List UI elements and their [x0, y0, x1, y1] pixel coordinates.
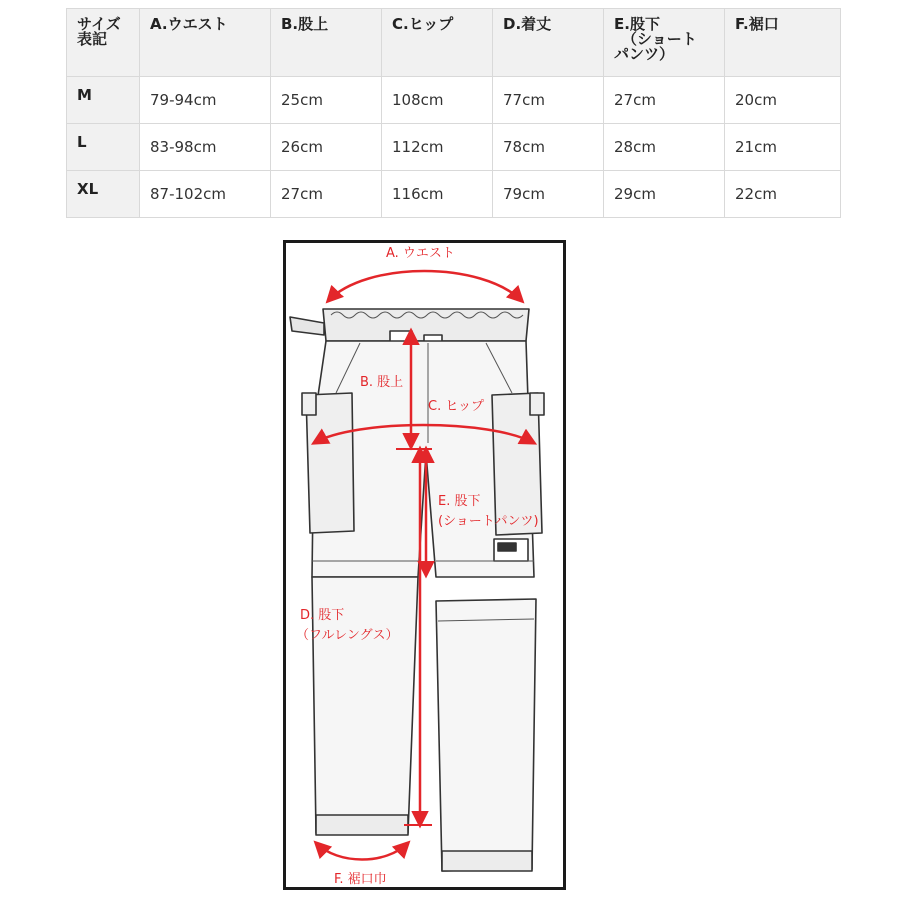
- size-cell: L: [67, 124, 140, 171]
- header-line: D.着丈: [503, 15, 552, 33]
- waist-arc: [328, 271, 522, 301]
- short-inseam-sublabel: (ショートパンツ): [438, 514, 539, 529]
- full-inseam-sublabel: （フルレングス）: [296, 628, 399, 643]
- header-line: E.股下: [614, 15, 660, 33]
- value-cell: 79-94cm: [140, 77, 271, 124]
- column-header-rise: [271, 9, 382, 77]
- value-cell: 79cm: [493, 171, 604, 218]
- value-cell: 27cm: [604, 77, 725, 124]
- rise-label: B. 股上: [360, 375, 404, 390]
- header-line: サイズ: [77, 15, 121, 33]
- value-cell: 108cm: [382, 77, 493, 124]
- header-line: （ショート: [622, 30, 697, 48]
- hip-label: C. ヒップ: [428, 399, 484, 414]
- header-line: F.裾口: [735, 15, 779, 33]
- detached-right-leg: [436, 599, 536, 871]
- value-cell: 116cm: [382, 171, 493, 218]
- value-cell: 27cm: [271, 171, 382, 218]
- full-inseam-label: D. 股下: [300, 608, 345, 623]
- size-chart-table: [66, 8, 841, 218]
- hem-label: F. 裾口巾: [334, 872, 387, 887]
- value-cell: 77cm: [493, 77, 604, 124]
- left-hem-band: [316, 815, 408, 835]
- header-line: A.ウエスト: [150, 15, 228, 33]
- value-cell: 22cm: [725, 171, 841, 218]
- hem-arc: [316, 843, 408, 860]
- waist-label: A. ウエスト: [386, 246, 455, 261]
- column-header-hip: [382, 9, 493, 77]
- belt-strap: [290, 317, 324, 335]
- table-row: [67, 124, 841, 171]
- short-inseam-label: E. 股下: [438, 494, 481, 509]
- header-line: 表記: [77, 30, 108, 48]
- column-header-inseam-short: [604, 9, 725, 77]
- table-row: [67, 171, 841, 218]
- value-cell: 20cm: [725, 77, 841, 124]
- size-cell: XL: [67, 171, 140, 218]
- size-label-header: [67, 9, 140, 77]
- column-header-waist: [140, 9, 271, 77]
- value-cell: 26cm: [271, 124, 382, 171]
- pants-outline: [290, 309, 544, 871]
- table-row: [67, 77, 841, 124]
- header-line: C.ヒップ: [392, 15, 454, 33]
- value-cell: 83-98cm: [140, 124, 271, 171]
- header-line: パンツ）: [614, 45, 675, 63]
- value-cell: 87-102cm: [140, 171, 271, 218]
- table-header-row: [67, 9, 841, 77]
- value-cell: 29cm: [604, 171, 725, 218]
- header-line: B.股上: [281, 15, 329, 33]
- value-cell: 28cm: [604, 124, 725, 171]
- value-cell: 78cm: [493, 124, 604, 171]
- column-header-hem: [725, 9, 841, 77]
- size-cell: M: [67, 77, 140, 124]
- pants-illustration: [286, 243, 563, 887]
- column-header-length: [493, 9, 604, 77]
- value-cell: 21cm: [725, 124, 841, 171]
- value-cell: 112cm: [382, 124, 493, 171]
- value-cell: 25cm: [271, 77, 382, 124]
- pants-measurement-diagram: [283, 240, 566, 890]
